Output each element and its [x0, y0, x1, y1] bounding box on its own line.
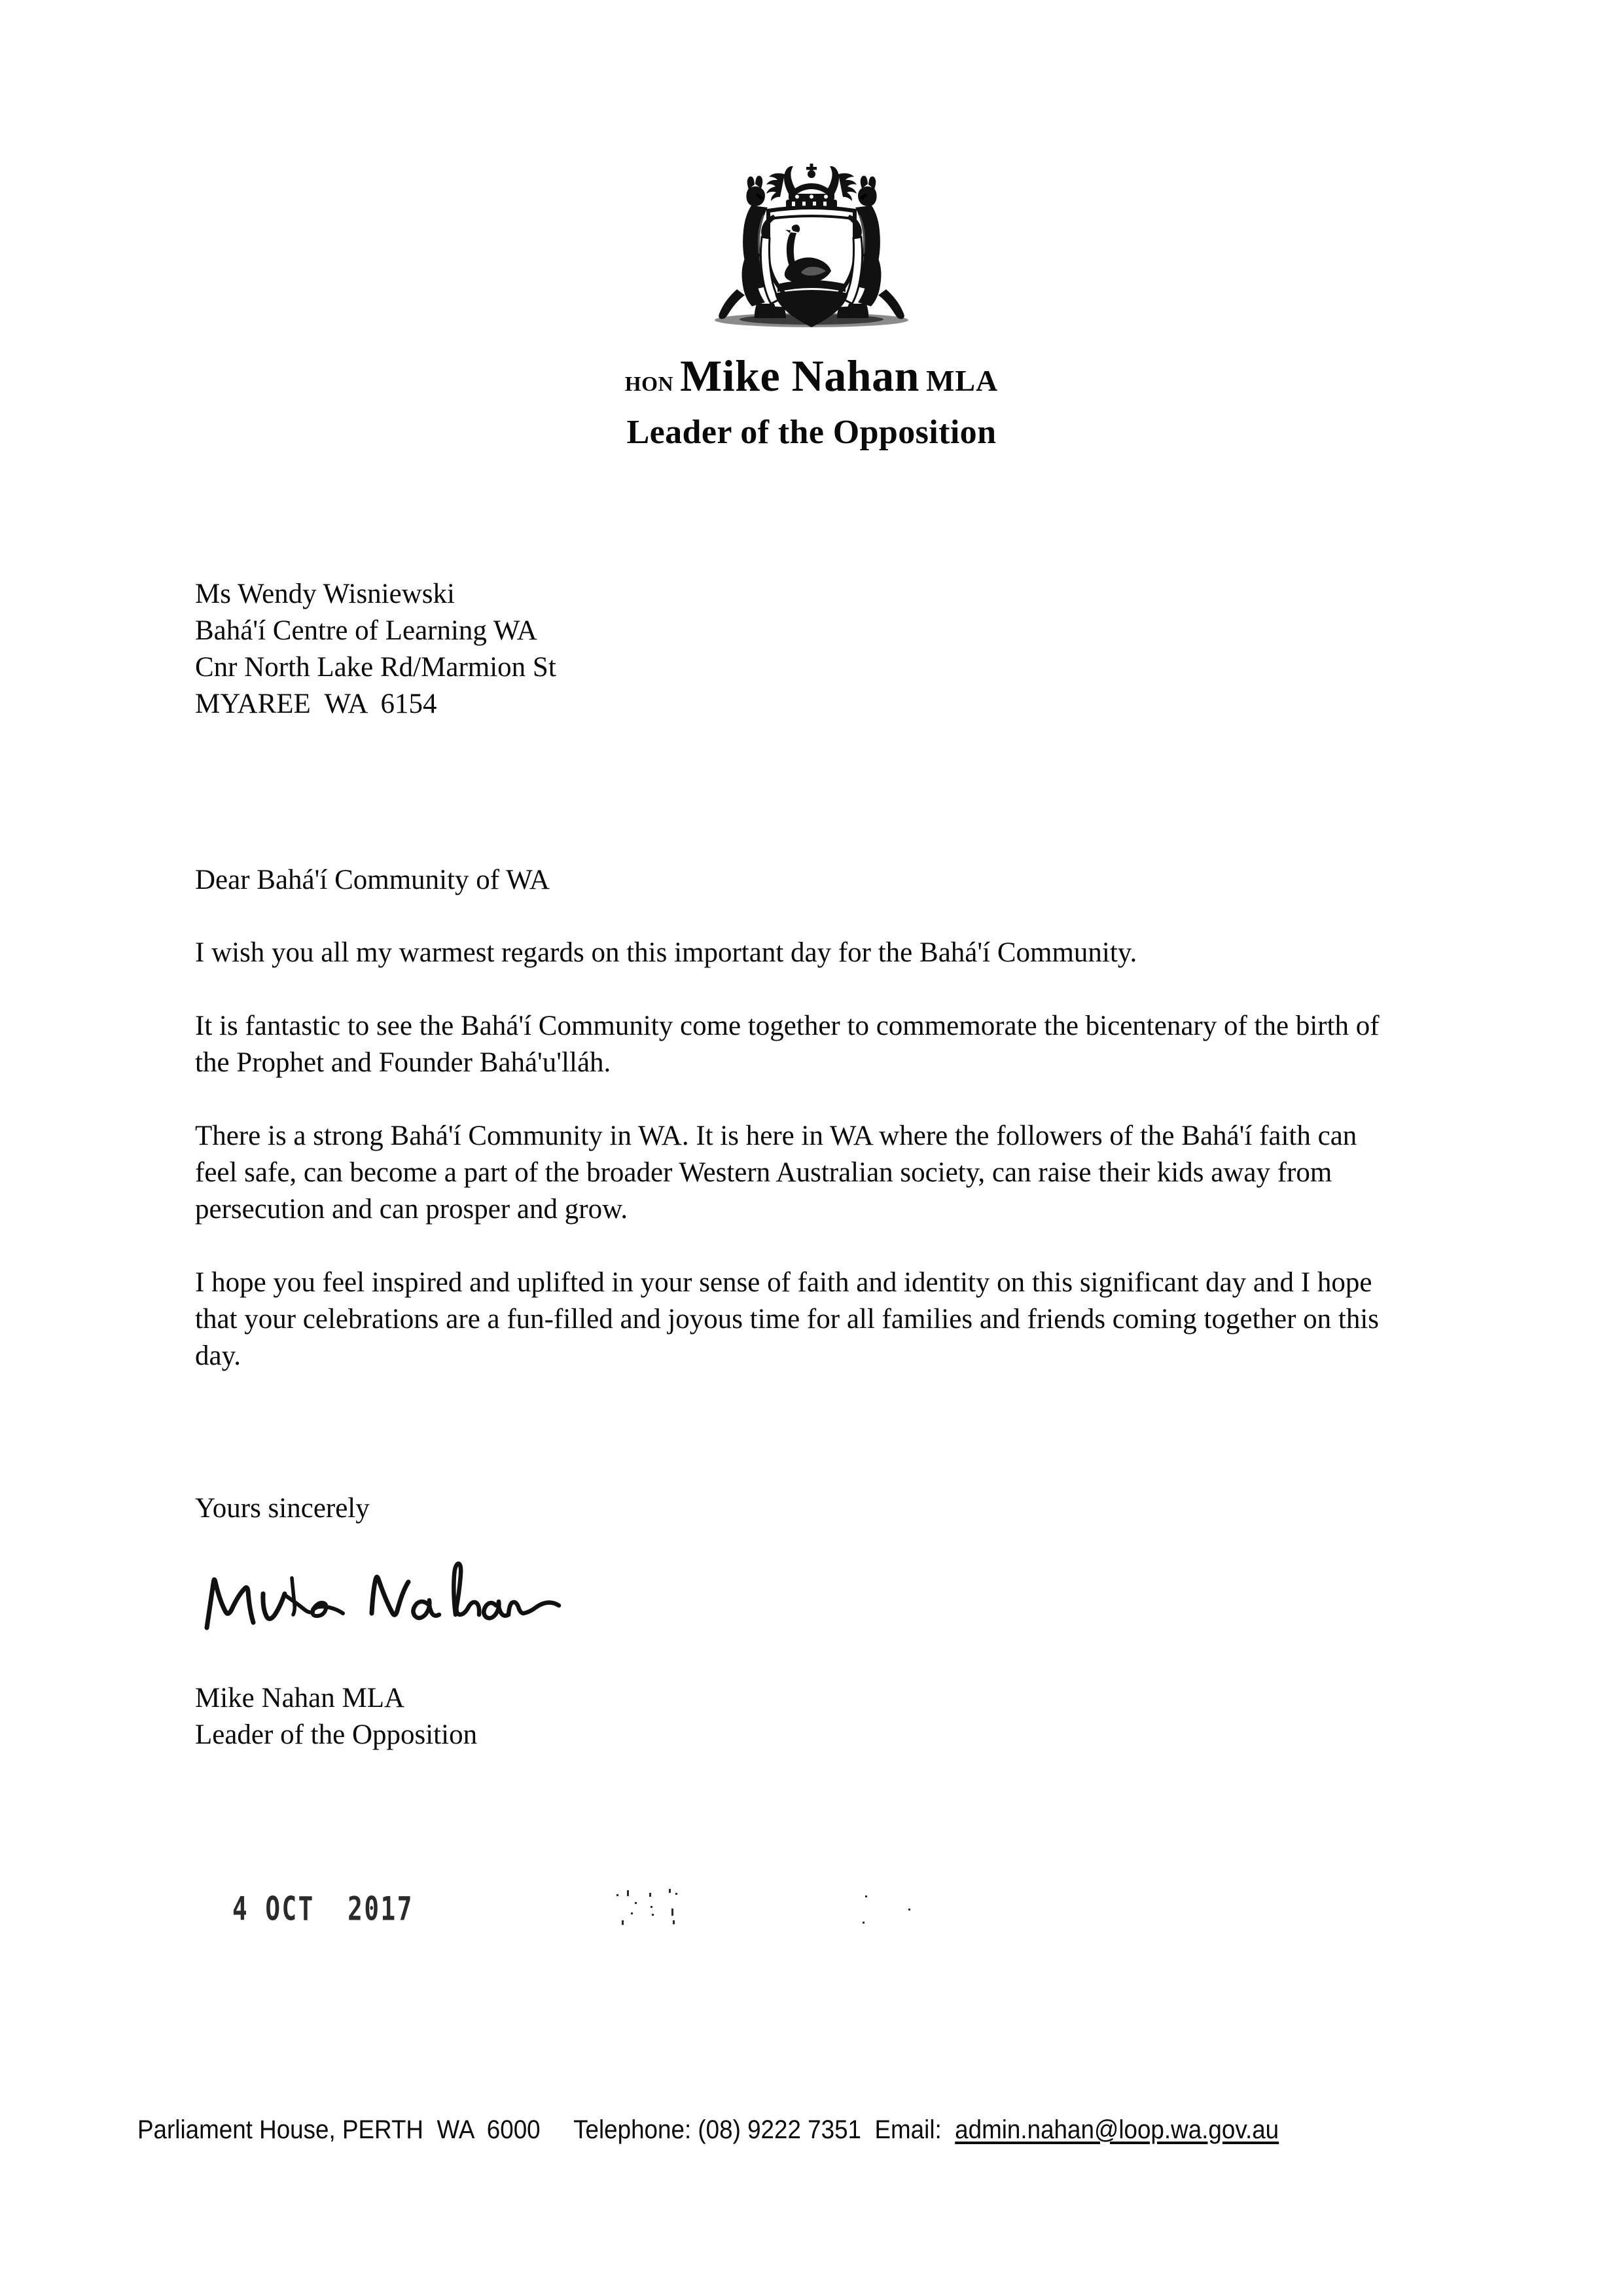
date-received-stamp: 4 OCT 2017	[232, 1890, 414, 1928]
letter-body	[195, 576, 1406, 1753]
footer-address: Parliament House, PERTH WA 6000	[137, 2115, 541, 2144]
address-line: MYAREE WA 6154	[195, 688, 437, 719]
signoff-name: Mike Nahan MLA	[195, 1683, 405, 1714]
footer-email-label: Email:	[874, 2115, 955, 2144]
footer-spacer	[861, 2115, 874, 2144]
address-line: Cnr North Lake Rd/Marmion St	[195, 651, 556, 683]
honorific: hon	[624, 364, 674, 397]
post-nominal: MLA	[925, 364, 999, 397]
wa-coat-of-arms-icon	[694, 154, 929, 330]
salutation: Dear Bahá'í Community of WA	[195, 864, 550, 895]
footer	[137, 2115, 1402, 2145]
letterhead	[0, 154, 1623, 452]
address-line: Bahá'í Centre of Learning WA	[195, 615, 537, 646]
signoff-role: Leader of the Opposition	[195, 1719, 478, 1751]
handwritten-signature-mike-nahan	[195, 1541, 614, 1653]
footer-email-link[interactable]: admin.nahan@loop.wa.gov.au	[955, 2115, 1279, 2144]
letterhead-role: Leader of the Opposition	[626, 414, 997, 452]
body-paragraph: I hope you feel inspired and uplifted in your sense of faith and identity on this significant day and I hope that your celebrations are a fun-filled and joyous time for all families and friends coming together on this day.	[195, 1266, 1380, 1371]
signoff-block	[195, 1680, 1406, 1753]
page-title: Mike Nahan	[680, 351, 919, 401]
body-paragraph: I wish you all my warmest regards on this important day for the Bahá'í Community.	[195, 937, 1137, 969]
letterhead-title	[0, 353, 1623, 399]
recipient-address	[195, 576, 1406, 723]
address-line: Ms Wendy Wisniewski	[195, 579, 455, 609]
scan-speckles	[609, 1885, 1106, 1931]
body-paragraph: There is a strong Bahá'í Community in WA. It is here in WA where the followers of the Bahá'í faith can feel safe, can become a part of the broader Western Australian society, can raise their kids away from persecution and can prosper and grow.	[195, 1121, 1357, 1225]
footer-spacer	[541, 2115, 573, 2144]
footer-telephone: Telephone: (08) 9222 7351	[573, 2115, 862, 2144]
closing-salutation: Yours sincerely	[195, 1493, 370, 1524]
body-paragraph: It is fantastic to see the Bahá'í Community come together to commemorate the bicentenary of the birth of the Prophet and Founder Bahá'u'lláh.	[195, 1011, 1380, 1079]
